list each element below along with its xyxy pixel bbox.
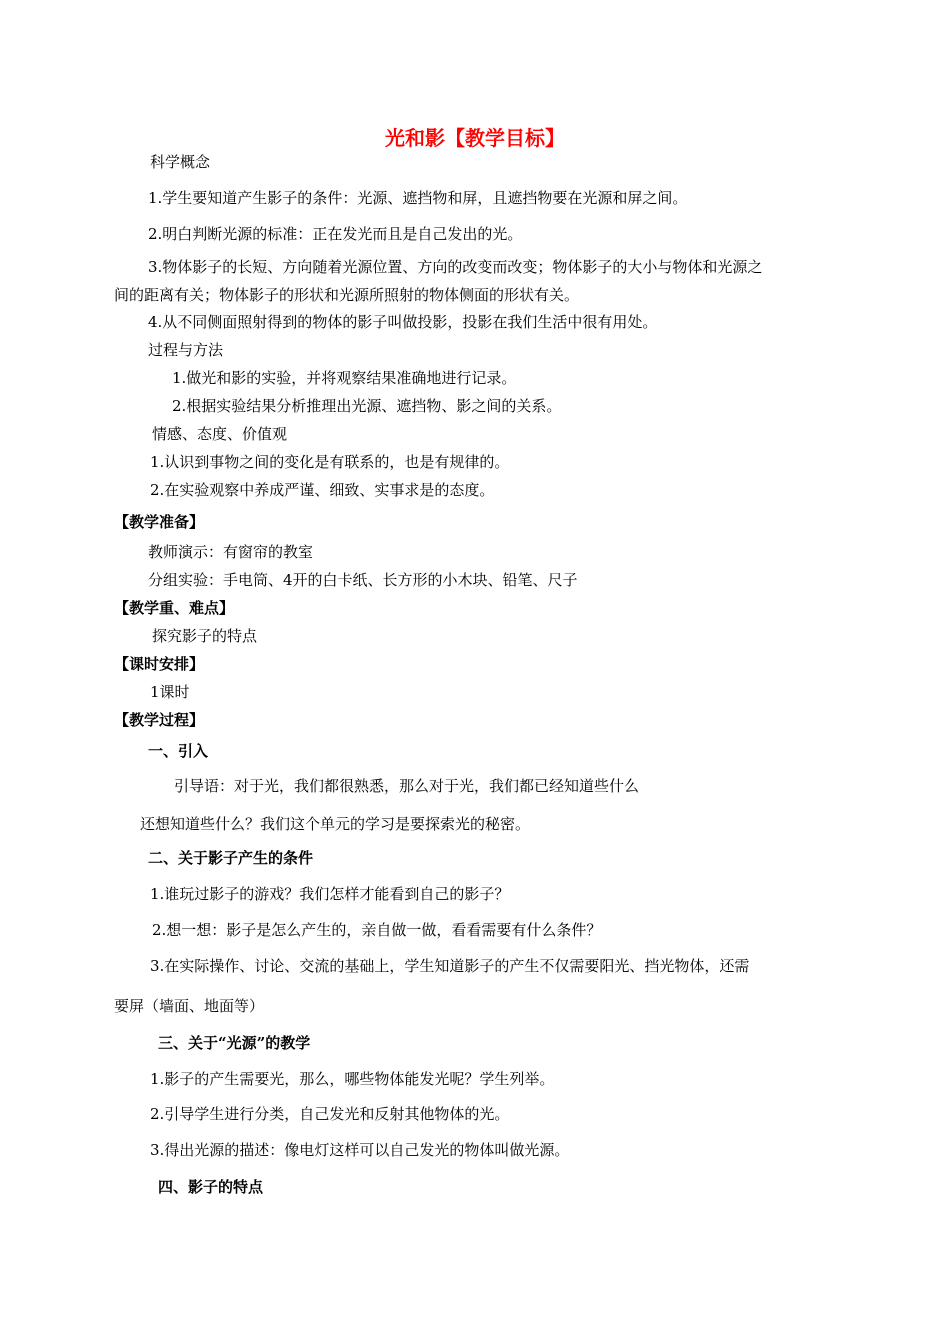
schedule-text: 1课时 [150, 683, 190, 701]
section-3-line-1: 1.影子的产生需要光，那么，哪些物体能发光呢？学生列举。 [150, 1070, 555, 1088]
process-heading: 【教学过程】 [114, 711, 205, 729]
section-1-line-1: 引导语：对于光，我们都很熟悉，那么对于光，我们都已经知道些什么 [174, 777, 640, 795]
attitude-item-1: 1.认识到事物之间的变化是有联系的，也是有规律的。 [150, 453, 510, 471]
preparation-item-1: 教师演示：有窗帘的教室 [148, 543, 314, 561]
attitude-heading: 情感、态度、价值观 [152, 425, 288, 443]
process-method-item-1: 1.做光和影的实验，并将观察结果准确地进行记录。 [172, 369, 517, 387]
concept-item-4: 4.从不同侧面照射得到的物体的影子叫做投影，投影在我们生活中很有用处。 [148, 313, 658, 331]
concept-item-1: 1.学生要知道产生影子的条件：光源、遮挡物和屏，且遮挡物要在光源和屏之间。 [148, 189, 688, 207]
section-3-heading: 三、关于“光源”的教学 [158, 1034, 311, 1052]
preparation-heading: 【教学准备】 [114, 513, 205, 531]
concept-heading: 科学概念 [150, 153, 211, 171]
section-2-line-3: 3.在实际操作、讨论、交流的基础上，学生知道影子的产生不仅需要阳光、挡光物体，还需 [150, 957, 750, 975]
concept-item-2: 2.明白判断光源的标准：正在发光而且是自己发出的光。 [148, 225, 523, 243]
process-method-heading: 过程与方法 [148, 341, 224, 359]
section-2-line-2: 2.想一想：影子是怎么产生的，亲自做一做，看看需要有什么条件？ [152, 921, 602, 939]
concept-item-3: 3.物体影子的长短、方向随着光源位置、方向的改变而改变；物体影子的大小与物体和光源之 [148, 258, 763, 276]
process-method-item-2: 2.根据实验结果分析推理出光源、遮挡物、影之间的关系。 [172, 397, 562, 415]
section-3-line-3: 3.得出光源的描述：像电灯这样可以自己发光的物体叫做光源。 [150, 1141, 570, 1159]
section-3-line-2: 2.引导学生进行分类，自己发光和反射其他物体的光。 [150, 1105, 510, 1123]
schedule-heading: 【课时安排】 [114, 655, 205, 673]
page-title: 光和影【教学目标】 [385, 126, 565, 150]
section-1-line-2: 还想知道些什么？我们这个单元的学习是要探索光的秘密。 [140, 815, 531, 833]
section-1-heading: 一、引入 [148, 742, 209, 760]
key-points-text: 探究影子的特点 [152, 627, 258, 645]
section-2-line-1: 1.谁玩过影子的游戏？我们怎样才能看到自己的影子？ [150, 885, 510, 903]
key-points-heading: 【教学重、难点】 [114, 599, 235, 617]
section-4-heading: 四、影子的特点 [158, 1178, 264, 1196]
section-2-line-3-cont: 要屏（墙面、地面等） [114, 997, 265, 1015]
concept-item-3-cont: 间的距离有关；物体影子的形状和光源所照射的物体侧面的形状有关。 [114, 286, 580, 304]
attitude-item-2: 2.在实验观察中养成严谨、细致、实事求是的态度。 [150, 481, 495, 499]
preparation-item-2: 分组实验：手电筒、4开的白卡纸、长方形的小木块、铅笔、尺子 [148, 571, 578, 589]
section-2-heading: 二、关于影子产生的条件 [148, 849, 314, 867]
